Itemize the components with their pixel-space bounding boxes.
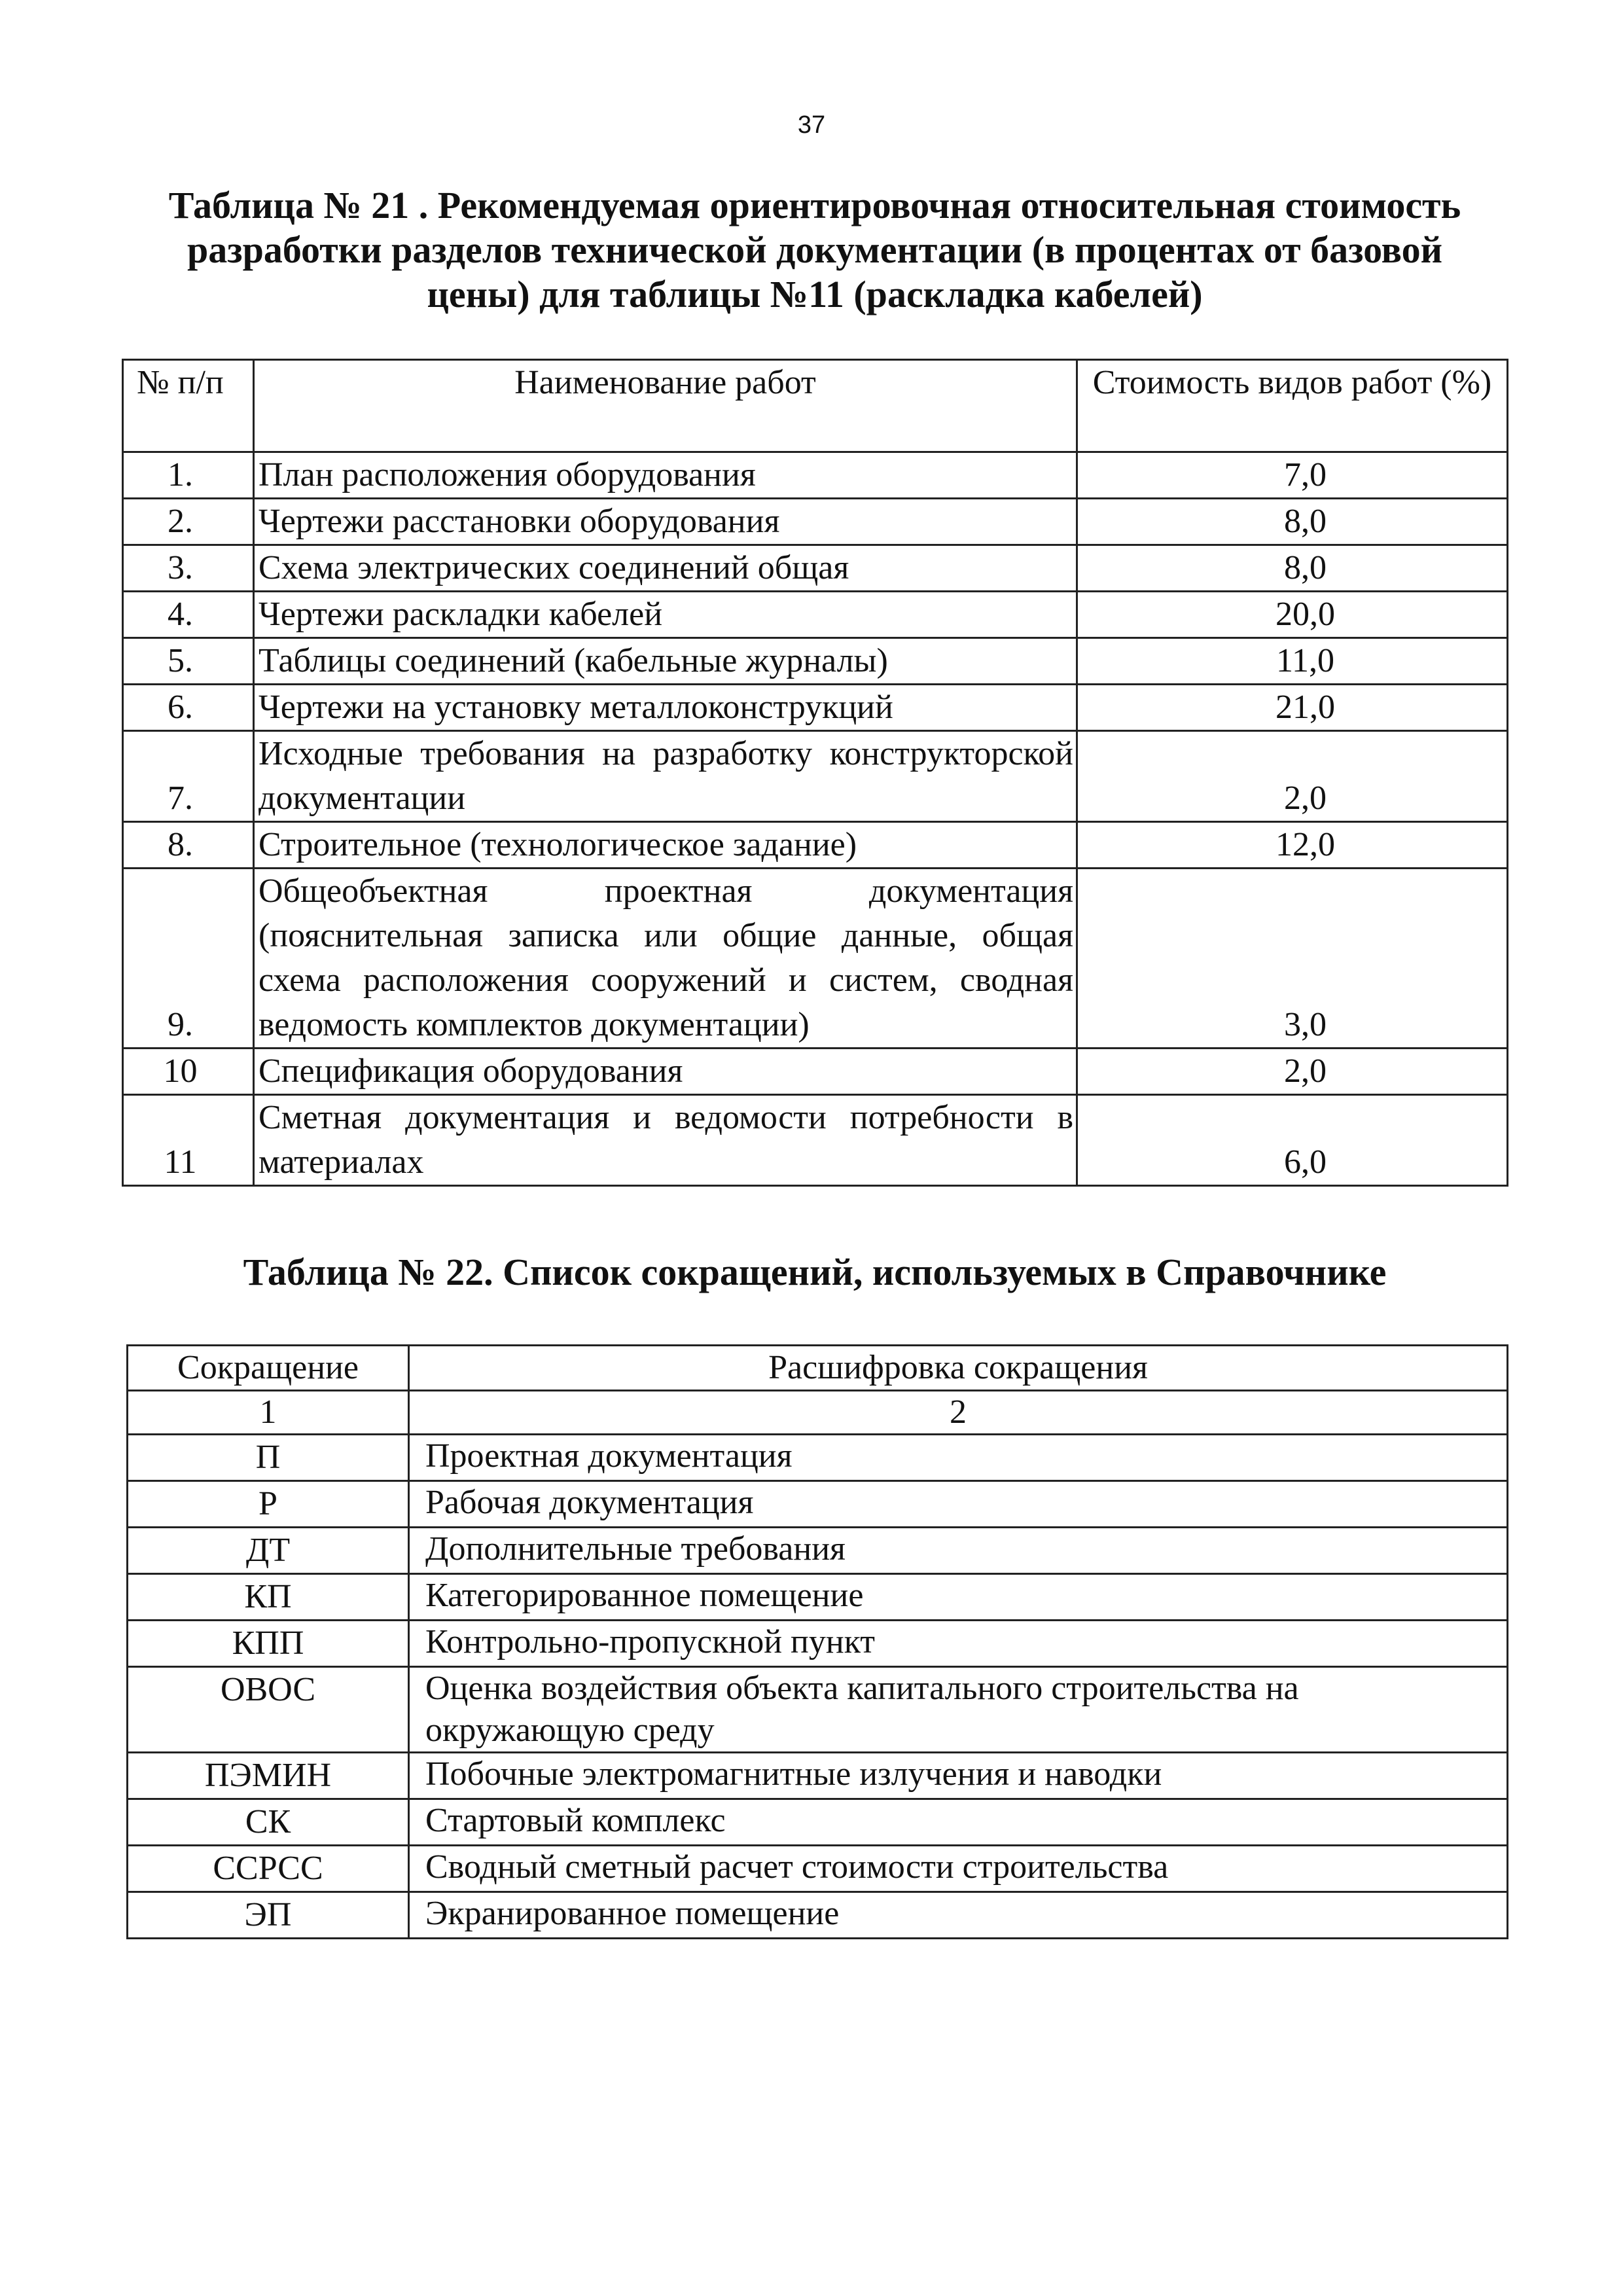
- table-row: [128, 1481, 1508, 1528]
- column-number: 1: [128, 1391, 409, 1435]
- abbreviation-meaning: Стартовый комплекс: [409, 1799, 1508, 1846]
- table-21-header-row: [123, 360, 1508, 452]
- header-num: № п/п: [123, 360, 254, 452]
- abbreviation: П: [128, 1435, 409, 1481]
- row-number: 11: [123, 1095, 254, 1186]
- table-22-header-row: [128, 1346, 1508, 1391]
- table-row: [123, 1049, 1508, 1095]
- abbreviation: ЭП: [128, 1892, 409, 1939]
- header-decode: Расшифровка сокращения: [409, 1346, 1508, 1391]
- work-cost: 12,0: [1077, 822, 1508, 869]
- abbreviation-meaning: Рабочая документация: [409, 1481, 1508, 1528]
- table-22-title: Таблица № 22. Список сокращений, используемых в Справочнике: [243, 1251, 1387, 1293]
- work-name: Общеобъектная проектная документация (пояснительная записка или общие данные, общая схема расположения сооружений и систем, сводная ведомость комплектов документации): [254, 869, 1077, 1049]
- column-number: 2: [409, 1391, 1508, 1435]
- table-22: [126, 1344, 1508, 1939]
- abbreviation-meaning: Дополнительные требования: [409, 1528, 1508, 1574]
- table-row: [128, 1753, 1508, 1799]
- row-number: 4.: [123, 592, 254, 638]
- row-number: 5.: [123, 638, 254, 685]
- row-number: 2.: [123, 499, 254, 545]
- work-name: Таблицы соединений (кабельные журналы): [254, 638, 1077, 685]
- table-row: [123, 685, 1508, 731]
- row-number: 9.: [123, 869, 254, 1049]
- column-number-row: [128, 1391, 1508, 1435]
- table-row: [128, 1621, 1508, 1667]
- work-name: Спецификация оборудования: [254, 1049, 1077, 1095]
- abbreviation: Р: [128, 1481, 409, 1528]
- row-number: 10: [123, 1049, 254, 1095]
- row-number: 7.: [123, 731, 254, 822]
- header-name: Наименование работ: [254, 360, 1077, 452]
- work-name: Строительное (технологическое задание): [254, 822, 1077, 869]
- row-number: 3.: [123, 545, 254, 592]
- table-row: [123, 822, 1508, 869]
- table-row: [123, 1095, 1508, 1186]
- row-number: 6.: [123, 685, 254, 731]
- abbreviation-meaning: Проектная документация: [409, 1435, 1508, 1481]
- work-cost: 6,0: [1077, 1095, 1508, 1186]
- abbreviation: ССРСС: [128, 1846, 409, 1892]
- abbreviation: СК: [128, 1799, 409, 1846]
- work-cost: 2,0: [1077, 731, 1508, 822]
- table-row: [128, 1667, 1508, 1753]
- table-21-title: Таблица № 21 . Рекомендуемая ориентировочная относительная стоимость разработки разделов технической документации (в процентах от базовой цены) для таблицы №11 (раскладка кабелей): [168, 184, 1461, 315]
- table-row: [123, 638, 1508, 685]
- table-row: [123, 452, 1508, 499]
- table-row: [123, 499, 1508, 545]
- table-21: [122, 359, 1508, 1187]
- table-row: [128, 1892, 1508, 1939]
- work-cost: 3,0: [1077, 869, 1508, 1049]
- abbreviation-meaning: Оценка воздействия объекта капитального строительства на окружающую среду: [409, 1667, 1508, 1753]
- abbreviation: ДТ: [128, 1528, 409, 1574]
- table-row: [123, 545, 1508, 592]
- table-row: [128, 1799, 1508, 1846]
- abbreviation: КПП: [128, 1621, 409, 1667]
- header-cost: Стоимость видов работ (%): [1077, 360, 1508, 452]
- abbreviation-meaning: Сводный сметный расчет стоимости строительства: [409, 1846, 1508, 1892]
- abbreviation-meaning: Категорированное помещение: [409, 1574, 1508, 1621]
- table-row: [128, 1574, 1508, 1621]
- work-name: Сметная документация и ведомости потребности в материалах: [254, 1095, 1077, 1186]
- work-name: План расположения оборудования: [254, 452, 1077, 499]
- work-name: Чертежи на установку металлоконструкций: [254, 685, 1077, 731]
- work-cost: 11,0: [1077, 638, 1508, 685]
- table-row: [128, 1846, 1508, 1892]
- abbreviation: ОВОС: [128, 1667, 409, 1753]
- work-cost: 7,0: [1077, 452, 1508, 499]
- abbreviation: КП: [128, 1574, 409, 1621]
- table-row: [128, 1435, 1508, 1481]
- work-name: Чертежи раскладки кабелей: [254, 592, 1077, 638]
- page-number: 37: [797, 111, 826, 139]
- abbreviation: ПЭМИН: [128, 1753, 409, 1799]
- work-name: Чертежи расстановки оборудования: [254, 499, 1077, 545]
- table-row: [123, 869, 1508, 1049]
- abbreviation-meaning: Экранированное помещение: [409, 1892, 1508, 1939]
- table-row: [123, 592, 1508, 638]
- table-row: [123, 731, 1508, 822]
- work-cost: 2,0: [1077, 1049, 1508, 1095]
- work-cost: 8,0: [1077, 499, 1508, 545]
- work-name: Исходные требования на разработку конструкторской документации: [254, 731, 1077, 822]
- header-abbr: Сокращение: [128, 1346, 409, 1391]
- work-cost: 21,0: [1077, 685, 1508, 731]
- work-cost: 20,0: [1077, 592, 1508, 638]
- work-cost: 8,0: [1077, 545, 1508, 592]
- abbreviation-meaning: Контрольно-пропускной пункт: [409, 1621, 1508, 1667]
- row-number: 8.: [123, 822, 254, 869]
- abbreviation-meaning: Побочные электромагнитные излучения и наводки: [409, 1753, 1508, 1799]
- table-row: [128, 1528, 1508, 1574]
- row-number: 1.: [123, 452, 254, 499]
- work-name: Схема электрических соединений общая: [254, 545, 1077, 592]
